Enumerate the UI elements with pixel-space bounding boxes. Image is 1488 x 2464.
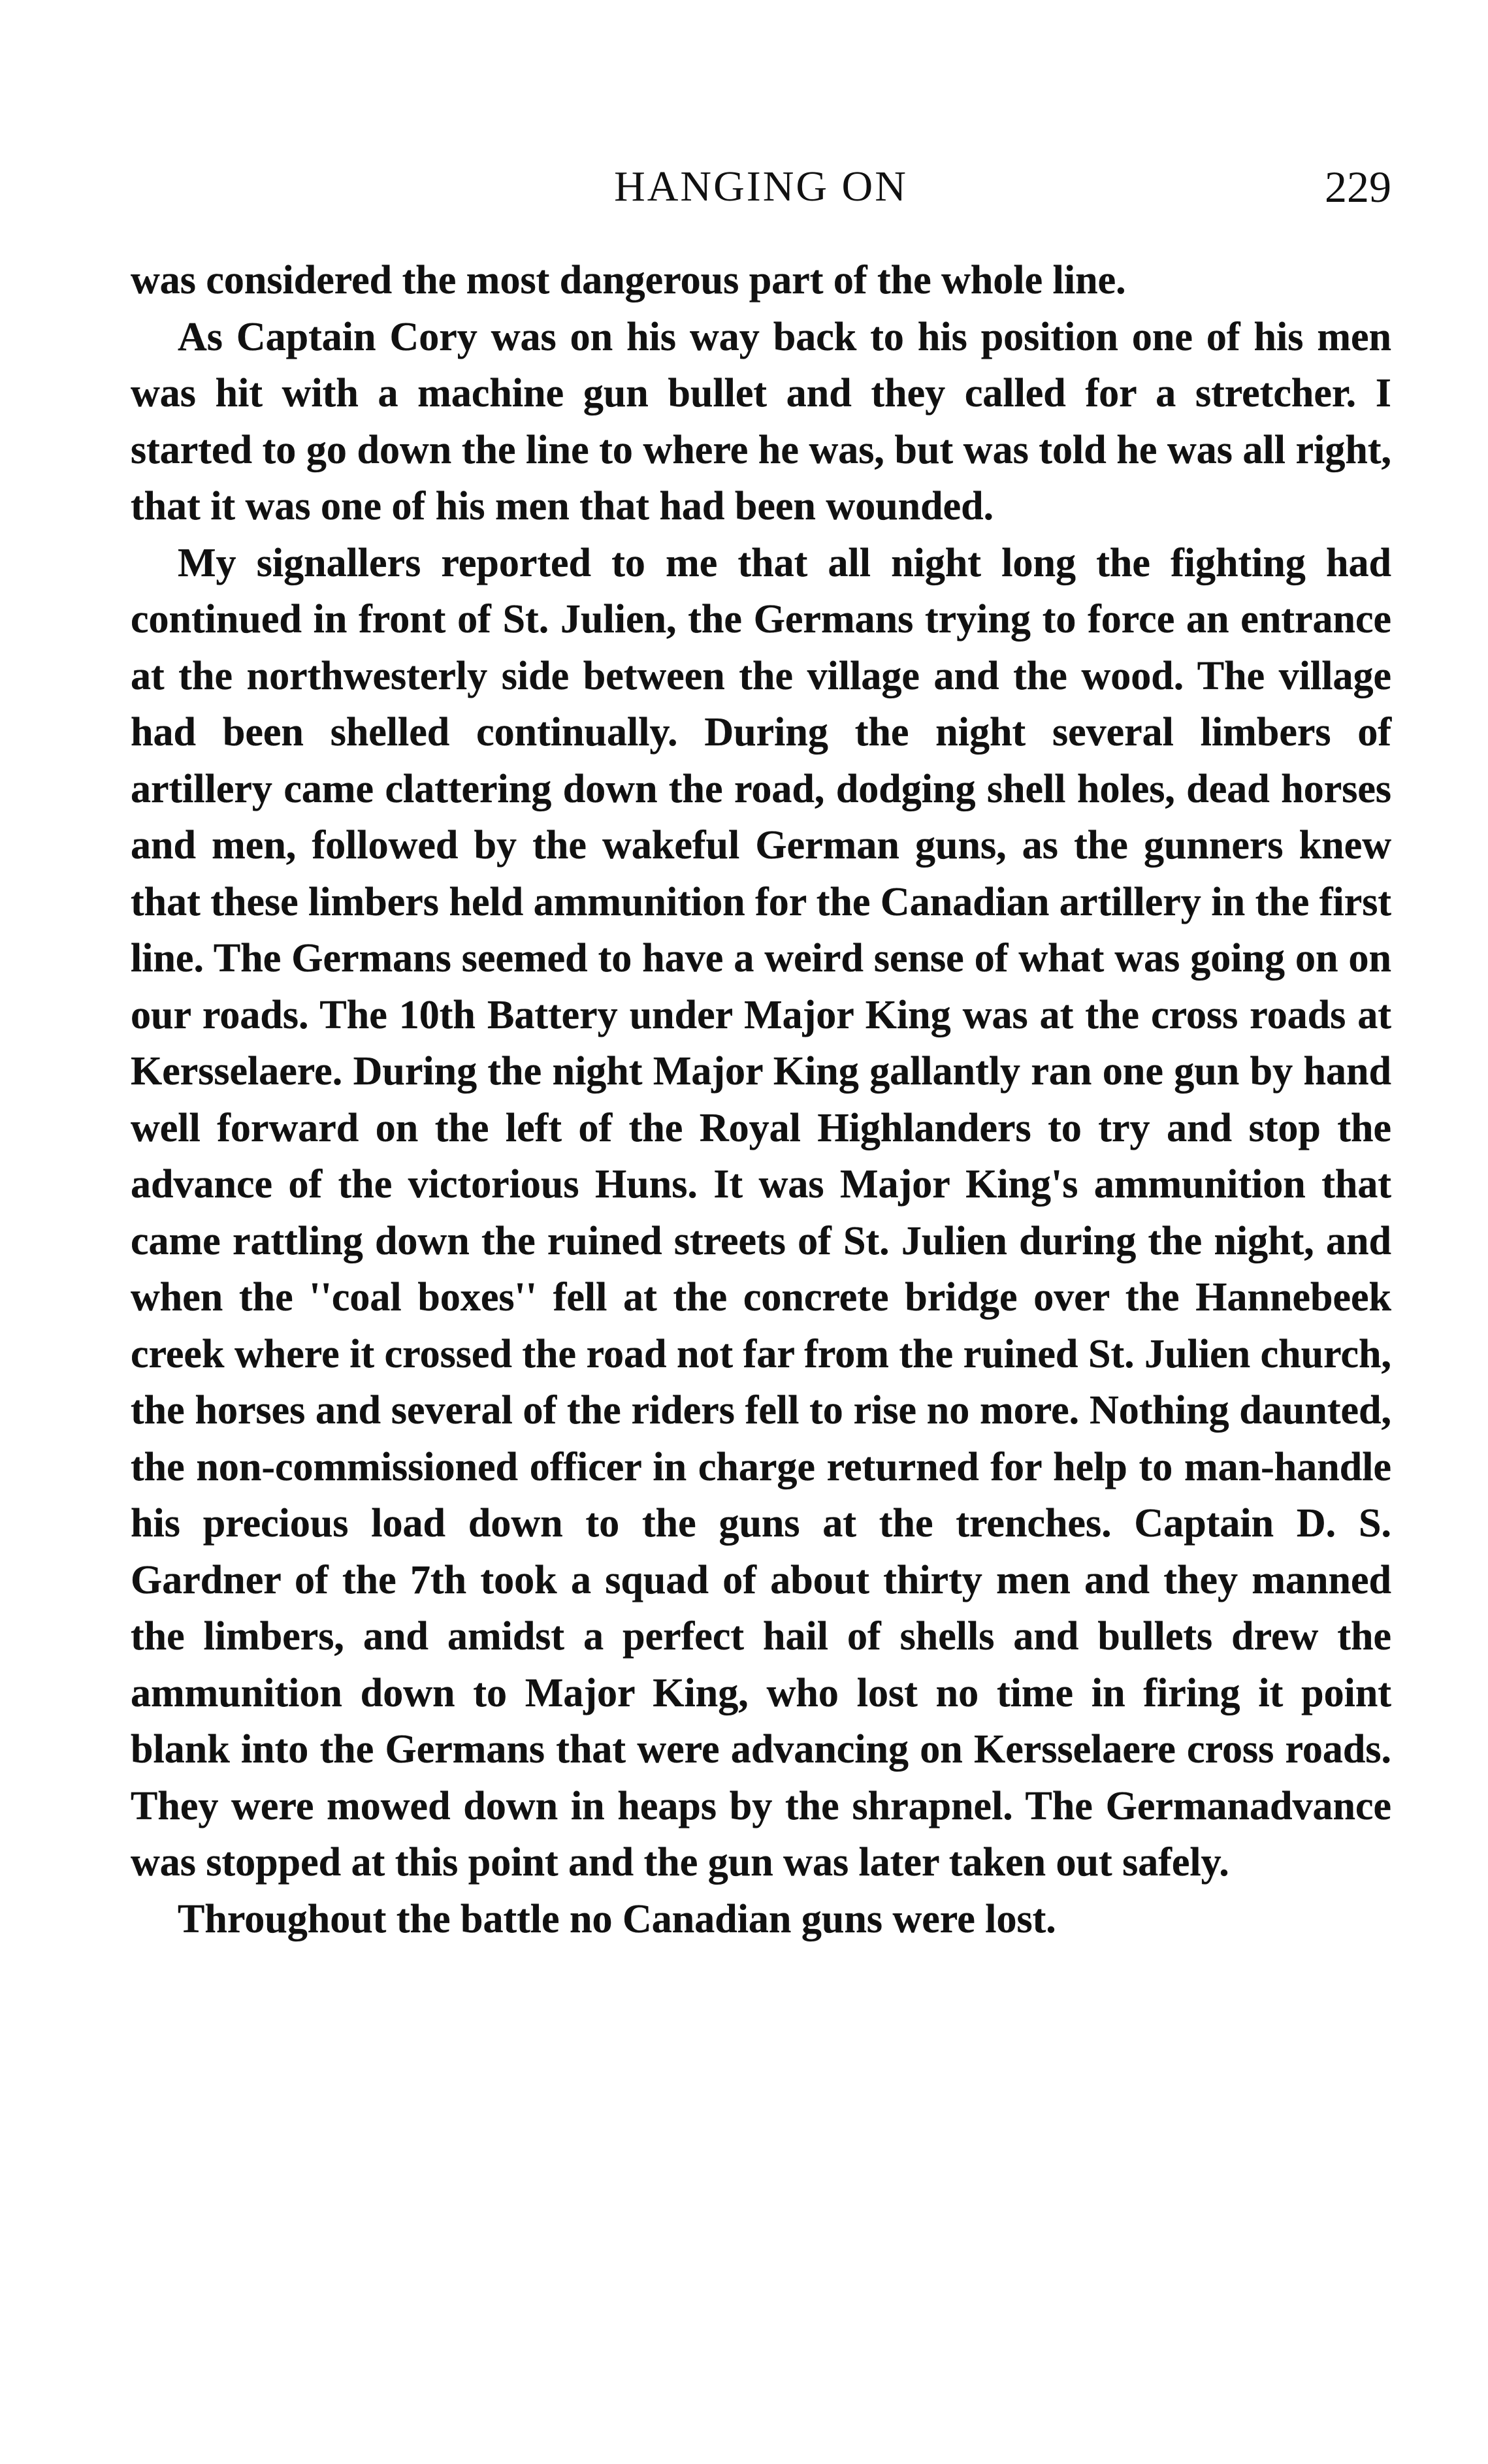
running-title: HANGING ON: [614, 163, 908, 210]
page-header: [131, 154, 1391, 219]
paragraph-no-guns-lost: Throughout the battle no Canadian guns were lost.: [178, 1896, 1056, 1941]
paragraph-captain-cory: As Captain Cory was on his way back to his position one of his men was hit with a machine gun bullet and they called for a stretcher. I started to go down the line to where he was, but was told he was all right, that it was one of his men that had been wounded.: [131, 314, 1391, 528]
page-number: 229: [1325, 162, 1391, 212]
body-text: [131, 252, 1391, 1947]
paragraph-continued: was considered the most dangerous part of the whole line.: [131, 258, 1126, 302]
paragraph-signallers: My signallers reported to me that all night long the fighting had continued in front of St. Julien, the Germans trying to force an entrance at the northwesterly side between the village and the wood. The village had been shelled continually. During the night several limbers of artillery came clattering down the road, dodging shell holes, dead horses and men, followed by the wakeful German guns, as the gunners knew that these limbers held ammunition for the Canadian artillery in the first line. The Germans seemed to have a weird sense of what was going on on our roads. The 10th Battery under Major King was at the cross roads at Kersselaere. During the night Major King gallantly ran one gun by hand well forward on the left of the Royal Highlanders to try and stop the advance of the victorious Huns. It was Major King's ammunition that came rattling down the ruined streets of St. Julien during the night, and when the ''coal boxes'' fell at the concrete bridge over the Hannebeek creek where it crossed the road not far from the ruined St. Julien church, the horses and several of the riders fell to rise no more. Nothing daunted, the non-commissioned officer in charge returned for help to man-handle his precious load down to the guns at the trenches. Captain D. S. Gardner of the 7th took a squad of about thirty men and they manned the limbers, and amidst a perfect hail of shells and bullets drew the ammunition down to Major King, who lost no time in firing it point blank into the Germans that were advancing on Kersselaere cross roads. They were mowed down in heaps by the shrapnel. The Germanadvance was stopped at this point and the gun was later taken out safely.: [131, 540, 1391, 1885]
